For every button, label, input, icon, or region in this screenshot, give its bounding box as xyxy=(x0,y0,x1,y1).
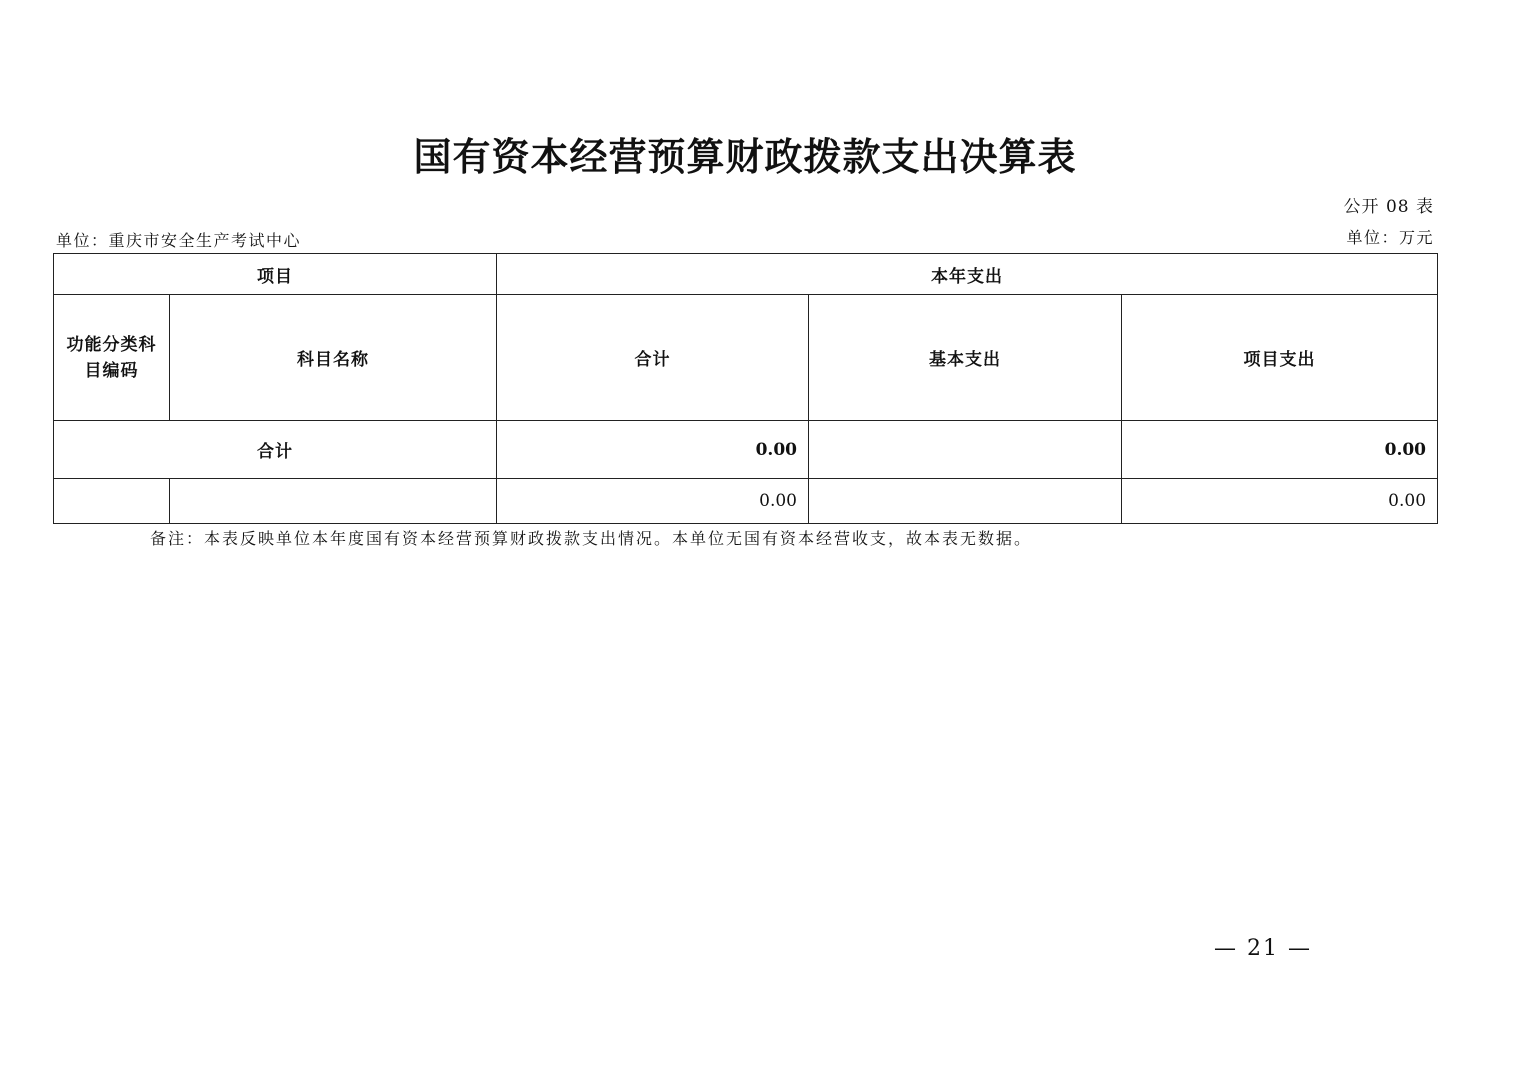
header-total: 合计 xyxy=(497,295,809,421)
row-name xyxy=(170,479,497,524)
table-note: 备注：本表反映单位本年度国有资本经营预算财政拨款支出情况。本单位无国有资本经营收支，故本表无数据。 xyxy=(150,529,1033,548)
table-header-row-1 xyxy=(54,254,1438,295)
header-function-code xyxy=(54,295,170,421)
unit-currency: 单位：万元 xyxy=(1346,228,1434,247)
header-function-code-line2: 目编码 xyxy=(84,360,139,381)
header-item: 项目 xyxy=(54,254,497,295)
page-number: — 21 — xyxy=(1214,936,1312,961)
unit-organization: 单位：重庆市安全生产考试中心 xyxy=(56,231,302,250)
row-code xyxy=(54,479,170,524)
header-subject-name: 科目名称 xyxy=(170,295,497,421)
header-basic-expense: 基本支出 xyxy=(809,295,1122,421)
row-project: 0.00 xyxy=(1122,479,1438,524)
header-function-code-line1: 功能分类科 xyxy=(66,334,157,355)
page-title: 国有资本经营预算财政拨款支出决算表 xyxy=(413,134,1077,179)
total-row-total: 0.00 xyxy=(497,421,809,479)
header-project-expense: 项目支出 xyxy=(1122,295,1438,421)
total-row-basic xyxy=(809,421,1122,479)
header-year-expense: 本年支出 xyxy=(497,254,1438,295)
total-row-label: 合计 xyxy=(54,421,497,479)
table-total-row xyxy=(54,421,1438,479)
row-basic xyxy=(809,479,1122,524)
budget-table xyxy=(53,253,1438,524)
row-total: 0.00 xyxy=(497,479,809,524)
form-number: 公开 08 表 xyxy=(1343,197,1434,217)
total-row-project: 0.00 xyxy=(1122,421,1438,479)
table-header-row-2 xyxy=(54,295,1438,421)
table-row xyxy=(54,479,1438,524)
